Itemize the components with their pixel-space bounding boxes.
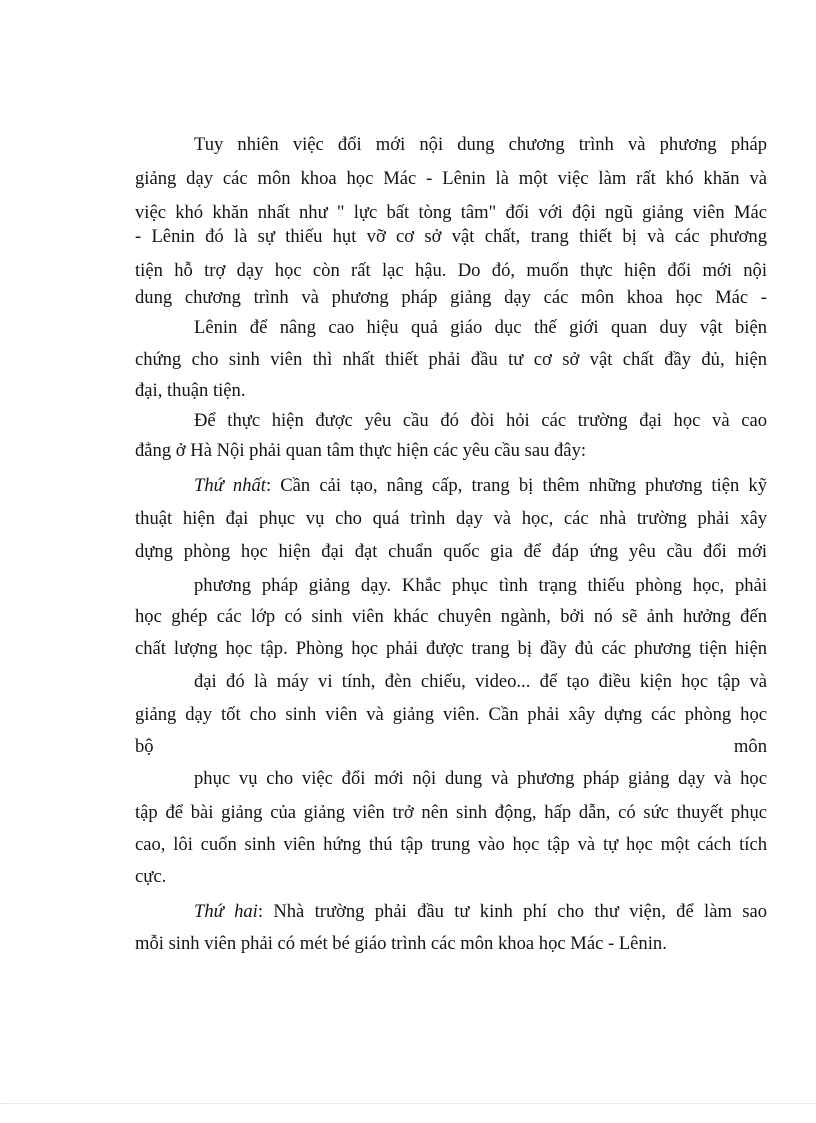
text-line: mỗi sinh viên phải có mét bé giáo trình các môn khoa học Mác - Lênin. <box>135 933 667 954</box>
text-run: : Nhà trường phải đầu tư kinh phí cho thư viện, để làm sao <box>257 901 767 922</box>
text-line: việc khó khăn nhất như " lực bất tòng tâm" đối với đội ngũ giảng viên Mác <box>135 202 767 223</box>
text-line: bộ môn <box>135 736 767 757</box>
italic-lead-first: Thứ nhất <box>194 475 266 496</box>
text-line: Lênin để nâng cao hiệu quả giáo dục thế giới quan duy vật biện <box>194 317 767 338</box>
page-bottom-divider <box>0 1103 816 1104</box>
text-line: giảng dạy tốt cho sinh viên và giảng viên. Cần phải xây dựng các phòng học <box>135 704 767 725</box>
text-line: cực. <box>135 866 167 887</box>
text-line: Để thực hiện được yêu cầu đó đòi hỏi các trường đại học và cao <box>194 410 767 431</box>
text-line: học ghép các lớp có sinh viên khác chuyên ngành, bởi nó sẽ ảnh hưởng đến <box>135 606 767 627</box>
text-line: tiện hỗ trợ dạy học còn rất lạc hậu. Do đó, muốn thực hiện đổi mới nội <box>135 260 767 281</box>
text-line: chất lượng học tập. Phòng học phải được trang bị đầy đủ các phương tiện hiện <box>135 638 767 659</box>
text-line: - Lênin đó là sự thiếu hụt vỡ cơ sở vật chất, trang thiết bị và các phương <box>135 226 767 247</box>
text-run: : Cần cải tạo, nâng cấp, trang bị thêm những phương tiện kỹ <box>265 475 767 496</box>
text-line: cao, lôi cuốn sinh viên hứng thú tập trung vào học tập và tự học một cách tích <box>135 834 767 855</box>
text-line: giảng dạy các môn khoa học Mác - Lênin là một việc làm rất khó khăn và <box>135 168 767 189</box>
text-line: chứng cho sinh viên thì nhất thiết phải đầu tư cơ sở vật chất đầy đủ, hiện <box>135 349 767 370</box>
italic-lead-second: Thứ hai <box>194 901 258 922</box>
text-line: dựng phòng học hiện đại đạt chuẩn quốc gia để đáp ứng yêu cầu đổi mới <box>135 541 767 562</box>
text-line: phương pháp giảng dạy. Khắc phục tình trạng thiếu phòng học, phải <box>194 575 767 596</box>
text-line: dung chương trình và phương pháp giảng dạy các môn khoa học Mác - <box>135 287 767 308</box>
text-line <box>194 469 767 503</box>
text-line: đại, thuận tiện. <box>135 380 246 401</box>
text-line <box>194 895 767 929</box>
text-line: Tuy nhiên việc đổi mới nội dung chương trình và phương pháp <box>194 134 767 155</box>
text-line: đại đó là máy vi tính, đèn chiếu, video... để tạo điều kiện học tập và <box>194 671 767 692</box>
text-line: đẳng ở Hà Nội phải quan tâm thực hiện các yêu cầu sau đây: <box>135 440 587 461</box>
text-line: tập để bài giảng của giảng viên trở nên sinh động, hấp dẫn, có sức thuyết phục <box>135 802 767 823</box>
text-line: thuật hiện đại phục vụ cho quá trình dạy và học, các nhà trường phải xây <box>135 508 767 529</box>
text-line: phục vụ cho việc đổi mới nội dung và phương pháp giảng dạy và học <box>194 768 767 789</box>
